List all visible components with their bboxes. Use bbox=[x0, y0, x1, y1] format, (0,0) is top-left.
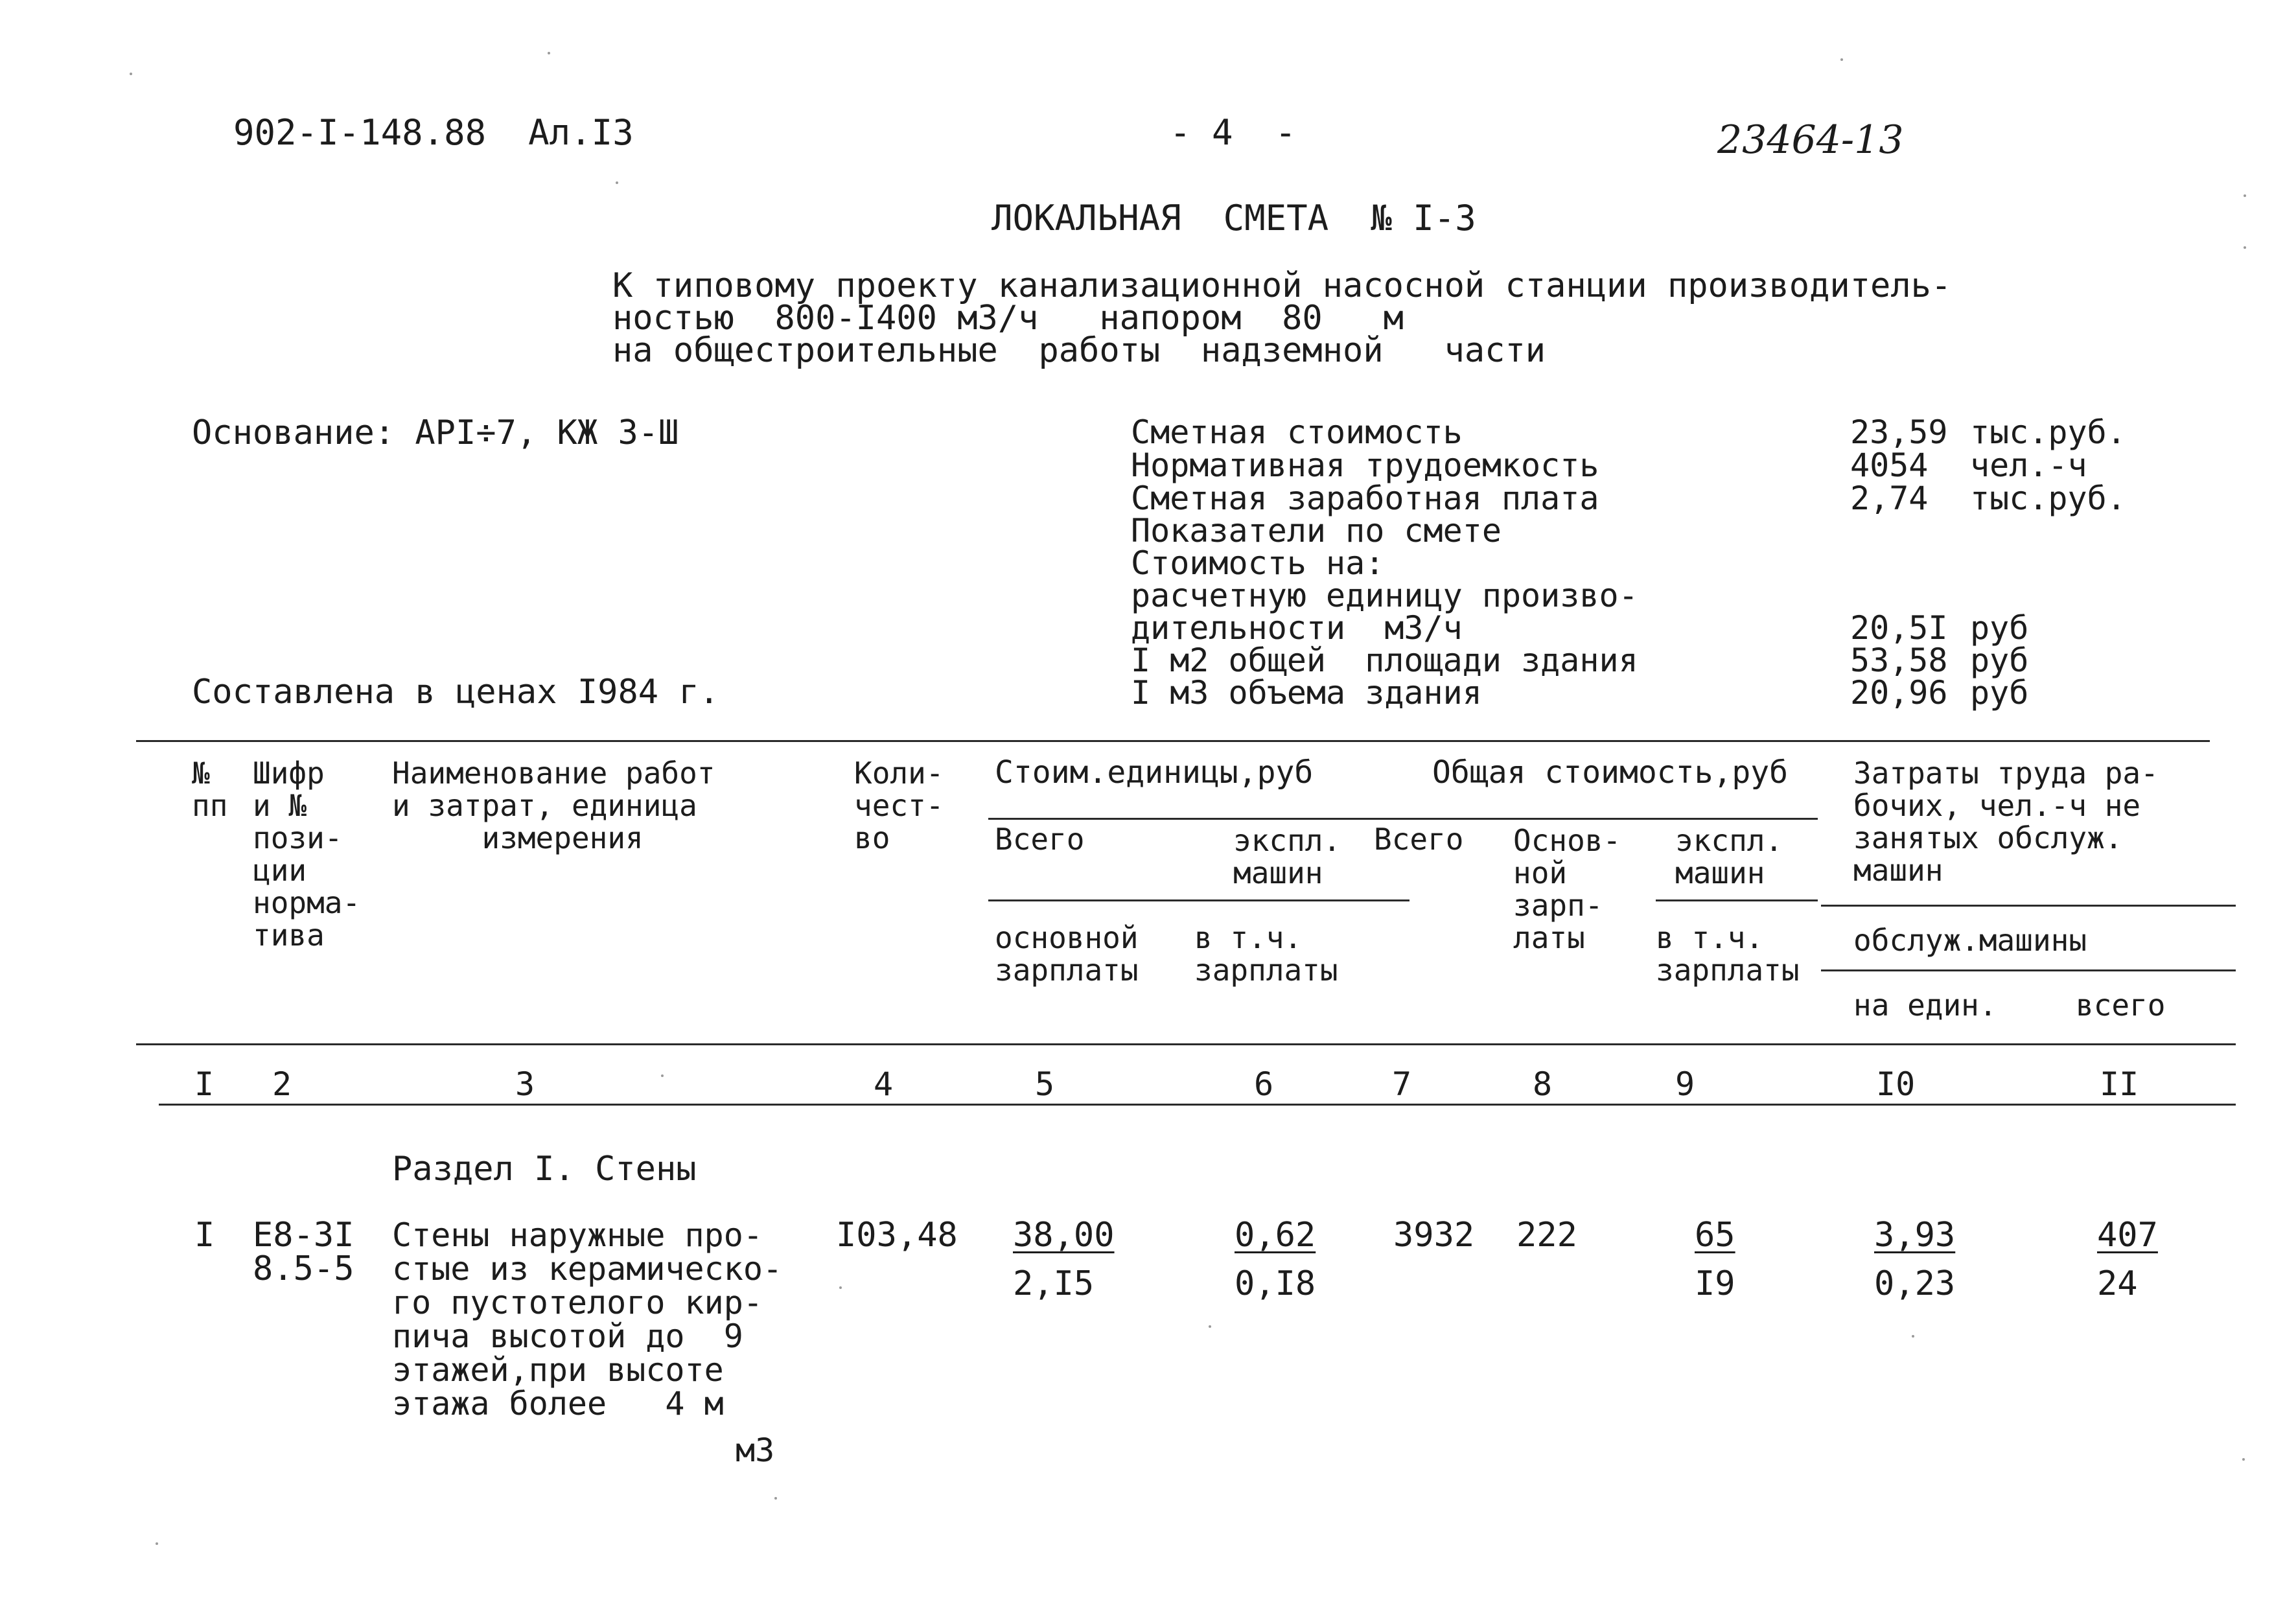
col-header-total-incl-wage: в т.ч. зарплаты bbox=[1656, 920, 1800, 988]
summary-unit-capacity-value: 20,5I bbox=[1850, 609, 1948, 647]
column-number-10: I0 bbox=[1876, 1065, 1916, 1103]
row-name: Стены наружные про- стые из керамическо- го пустотелого кир- пича высотой до 9 этажей,при высоте этажа более 4 м bbox=[392, 1216, 783, 1422]
row-labor-total: 407 bbox=[2097, 1216, 2158, 1255]
subtitle-line-3: на общестроительные работы надземной части bbox=[612, 331, 1546, 370]
row-no: I bbox=[194, 1216, 215, 1255]
scan-speck bbox=[2244, 194, 2246, 197]
header-rule-service bbox=[1821, 969, 2236, 971]
col-header-unit-machines: экспл. машин bbox=[1233, 823, 1341, 890]
summary-unit-capacity-label-1: расчетную единицу произво- bbox=[1131, 577, 1638, 614]
row-code: Е8-3I 8.5-5 bbox=[253, 1216, 354, 1288]
summary-labor-unit: чел.-ч bbox=[1970, 447, 2087, 484]
archive-number: 23464-13 bbox=[1717, 117, 1904, 163]
subtitle-line-2: ностью 800-I400 м3/ч напором 80 м bbox=[612, 299, 1404, 338]
row-total-cost: 3932 bbox=[1393, 1216, 1475, 1255]
col-header-quantity: Коли- чест- во bbox=[854, 756, 944, 855]
header-bottom-rule bbox=[136, 1043, 2236, 1045]
col-header-labor: Затраты труда ра- бочих, чел.-ч не занятых обслуж. машин bbox=[1853, 756, 2159, 888]
summary-area-value: 53,58 bbox=[1850, 642, 1948, 679]
section-title: Раздел I. Стены bbox=[392, 1150, 697, 1189]
page-number: - 4 - bbox=[1170, 112, 1297, 153]
header-rule-unit-cost-sub bbox=[988, 899, 1409, 901]
column-number-5: 5 bbox=[1035, 1065, 1055, 1103]
subtitle-line-1: К типовому проекту канализационной насосной станции производитель- bbox=[612, 266, 1952, 305]
summary-wage-unit: тыс.руб. bbox=[1970, 480, 2126, 517]
table-top-rule bbox=[136, 740, 2210, 742]
column-number-3: 3 bbox=[515, 1065, 535, 1103]
summary-area-label: I м2 общей площади здания bbox=[1131, 642, 1638, 679]
summary-labor-value: 4054 bbox=[1850, 447, 1929, 484]
scan-speck bbox=[1840, 58, 1843, 61]
summary-cost-unit: тыс.руб. bbox=[1970, 413, 2126, 451]
scan-speck bbox=[774, 1497, 777, 1500]
scan-speck bbox=[130, 73, 132, 75]
column-number-2: 2 bbox=[272, 1065, 292, 1103]
header-rule-machine-sub bbox=[1656, 899, 1818, 901]
header-rule-labor bbox=[1821, 905, 2236, 907]
scan-speck bbox=[548, 52, 550, 54]
col-header-code: Шифр и № пози- ции норма- тива bbox=[253, 756, 361, 953]
col-header-total-machines: экспл. машин bbox=[1675, 823, 1783, 890]
scan-speck bbox=[661, 1074, 664, 1077]
col-header-unit-incl-wage: в т.ч. зарплаты bbox=[1194, 920, 1338, 988]
column-number-6: 6 bbox=[1254, 1065, 1274, 1103]
estimate-title: ЛОКАЛЬНАЯ СМЕТА № I-3 bbox=[992, 198, 1476, 238]
col-header-service-machines: обслуж.машины bbox=[1853, 923, 2087, 958]
basis: Основание: АРI÷7, КЖ 3-Ш bbox=[192, 413, 679, 452]
row-quantity: I03,48 bbox=[836, 1216, 958, 1255]
summary-volume-value: 20,96 bbox=[1850, 674, 1948, 712]
header-rule-unit-total-cost bbox=[988, 818, 1818, 820]
scan-speck bbox=[616, 181, 618, 184]
col-header-name: Наименование работ и затрат, единица измерения bbox=[392, 756, 715, 855]
column-number-1: I bbox=[194, 1065, 215, 1103]
col-header-labor-total: всего bbox=[2076, 988, 2166, 1023]
row-total-machines: 65 bbox=[1695, 1216, 1735, 1255]
row-total-base-wage: 222 bbox=[1516, 1216, 1577, 1255]
scan-speck bbox=[2242, 1458, 2245, 1461]
row-unit-machines-wage: 0,I8 bbox=[1235, 1264, 1316, 1303]
summary-labor-label: Нормативная трудоемкость bbox=[1131, 447, 1599, 484]
prices-year: Составлена в ценах I984 г. bbox=[192, 673, 719, 712]
summary-area-unit: руб bbox=[1970, 642, 2029, 679]
summary-wage-label: Сметная заработная плата bbox=[1131, 480, 1599, 517]
row-total-machines-wage: I9 bbox=[1695, 1264, 1735, 1303]
col-header-unit-total: Всего bbox=[995, 822, 1085, 857]
column-number-9: 9 bbox=[1675, 1065, 1695, 1103]
row-unit: м3 bbox=[736, 1432, 775, 1469]
column-number-11: II bbox=[2100, 1065, 2139, 1103]
row-labor-total-service: 24 bbox=[2097, 1264, 2138, 1303]
col-header-per-unit: на един. bbox=[1853, 988, 1997, 1023]
summary-cost-label: Сметная стоимость bbox=[1131, 413, 1463, 451]
col-header-base-wage: Основ- ной зарп- латы bbox=[1513, 823, 1621, 955]
column-number-rule bbox=[159, 1104, 2236, 1106]
row-unit-base-wage: 2,I5 bbox=[1013, 1264, 1095, 1303]
summary-volume-unit: руб bbox=[1970, 674, 2029, 712]
row-labor-per-unit: 3,93 bbox=[1874, 1216, 1956, 1255]
document-code: 902-I-148.88 Ал.I3 bbox=[233, 112, 634, 153]
scan-speck bbox=[839, 1286, 842, 1289]
row-labor-per-unit-service: 0,23 bbox=[1874, 1264, 1956, 1303]
scan-speck bbox=[156, 1542, 158, 1545]
scan-speck bbox=[1209, 1325, 1211, 1328]
summary-cost-value: 23,59 bbox=[1850, 413, 1948, 451]
summary-cost-on-label: Стоимость на: bbox=[1131, 544, 1385, 582]
row-unit-machines: 0,62 bbox=[1235, 1216, 1316, 1255]
col-header-total: Всего bbox=[1374, 822, 1464, 857]
col-header-unit-base-wage: основной зарплаты bbox=[995, 920, 1139, 988]
summary-unit-capacity-unit: руб bbox=[1970, 609, 2029, 647]
summary-unit-capacity-label-2: дительности м3/ч bbox=[1131, 609, 1463, 647]
column-number-8: 8 bbox=[1533, 1065, 1553, 1103]
row-unit-total: 38,00 bbox=[1013, 1216, 1115, 1255]
col-header-no: № пп bbox=[192, 756, 228, 823]
summary-volume-label: I м3 объема здания bbox=[1131, 674, 1482, 712]
col-header-total-cost: Общая стоимость,руб bbox=[1432, 754, 1789, 791]
col-header-unit-cost: Стоим.единицы,руб bbox=[995, 754, 1314, 791]
column-number-7: 7 bbox=[1392, 1065, 1412, 1103]
summary-wage-value: 2,74 bbox=[1850, 480, 1929, 517]
scan-speck bbox=[1912, 1335, 1914, 1338]
scan-speck bbox=[2244, 246, 2246, 249]
column-number-4: 4 bbox=[874, 1065, 894, 1103]
summary-indicators-label: Показатели по смете bbox=[1131, 512, 1502, 550]
